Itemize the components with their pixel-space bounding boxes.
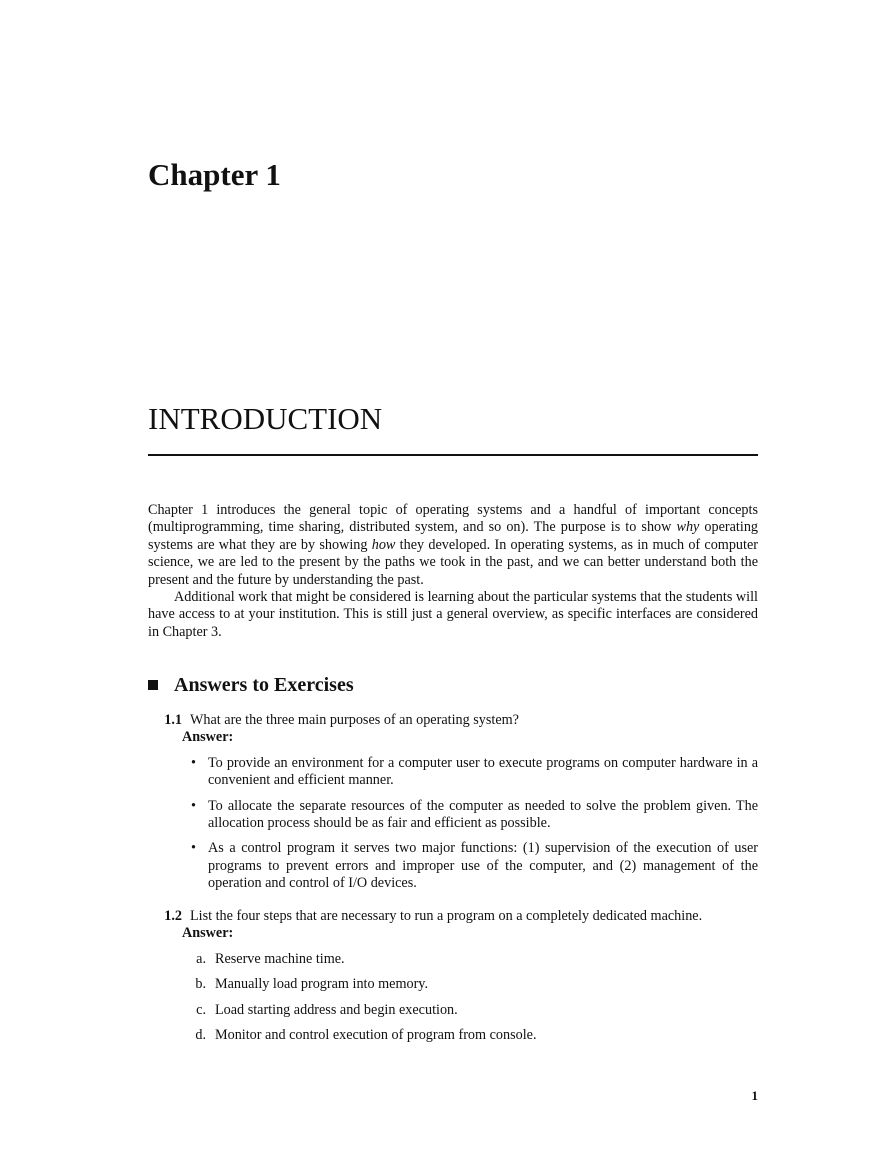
list-item (182, 840, 758, 892)
section-heading (148, 672, 758, 698)
intro-paragraph-2: Additional work that might be considered is learning about the particular systems that the students will have access to at your institution. This is still just a general overview, as specific interfaces are considered in Chapter 3. (148, 589, 758, 640)
intro-p1-how: how (371, 536, 396, 553)
step-letter: d. (195, 1027, 206, 1044)
step-letter: b. (195, 976, 206, 993)
bullet-icon: • (191, 754, 196, 771)
list-item (182, 1027, 758, 1044)
list-item-text: Reserve machine time. (215, 950, 345, 967)
list-item (182, 755, 758, 790)
intro-p1-part-b: operating systems are what they are by showing (148, 519, 759, 553)
intro-p1-part-a: Chapter 1 introduces the general topic of operating systems and a handful of important concepts (multiprogramming, time sharing, distributed system, and so on). The purpose is to show (148, 502, 758, 536)
title-rule (148, 454, 758, 456)
list-item (182, 976, 758, 993)
section-heading-text: Answers to Exercises (174, 674, 354, 696)
answer-label: Answer: (182, 925, 234, 942)
intro-text (148, 502, 758, 641)
exercise-header (148, 712, 758, 729)
exercise-answer (148, 729, 758, 892)
answer-label: Answer: (182, 729, 234, 746)
intro-paragraph-1 (148, 502, 758, 589)
list-item (182, 1002, 758, 1019)
exercise-number: 1.2 (164, 908, 182, 924)
exercise-number: 1.1 (164, 712, 182, 728)
step-letter: a. (196, 950, 206, 967)
list-item (182, 798, 758, 833)
exercise-1-2 (148, 908, 758, 1044)
answer-bullet-list (182, 755, 758, 893)
list-item-text: Load starting address and begin execution. (215, 1001, 458, 1018)
bullet-icon: • (191, 840, 196, 857)
exercise-answer (148, 925, 758, 1044)
list-item (182, 951, 758, 968)
list-item-text: Manually load program into memory. (215, 976, 429, 993)
intro-p1-part-c: they developed. In operating systems, as in much of computer science, we are led to the present by the paths we took in the past, and we can better understand both the present and the future by understanding the past. (148, 536, 758, 588)
intro-p1-why: why (676, 519, 700, 536)
exercise-header (148, 908, 758, 925)
list-item-text: To provide an environment for a computer user to execute programs on computer hardware in a convenient and efficient manner. (208, 754, 758, 789)
list-item-text: As a control program it serves two major functions: (1) supervision of the execution of user programs to prevent errors and improper use of the computer, and (2) management of the operation and control of I/O devices. (208, 840, 758, 892)
exercise-question: What are the three main purposes of an operating system? (190, 712, 519, 728)
bullet-icon: • (191, 797, 196, 814)
exercise-question: List the four steps that are necessary to run a program on a completely dedicated machine. (190, 908, 703, 924)
list-item-text: Monitor and control execution of program from console. (215, 1027, 537, 1044)
chapter-title: INTRODUCTION (148, 401, 383, 436)
answer-step-list (182, 951, 758, 1045)
page-number: 1 (751, 1088, 758, 1103)
square-bullet-icon (148, 680, 158, 690)
step-letter: c. (196, 1001, 206, 1018)
list-item-text: To allocate the separate resources of the computer as needed to solve the problem given. The allocation process should be as fair and efficient as possible. (208, 797, 758, 832)
exercise-1-1 (148, 712, 758, 893)
chapter-label: Chapter 1 (148, 157, 281, 192)
